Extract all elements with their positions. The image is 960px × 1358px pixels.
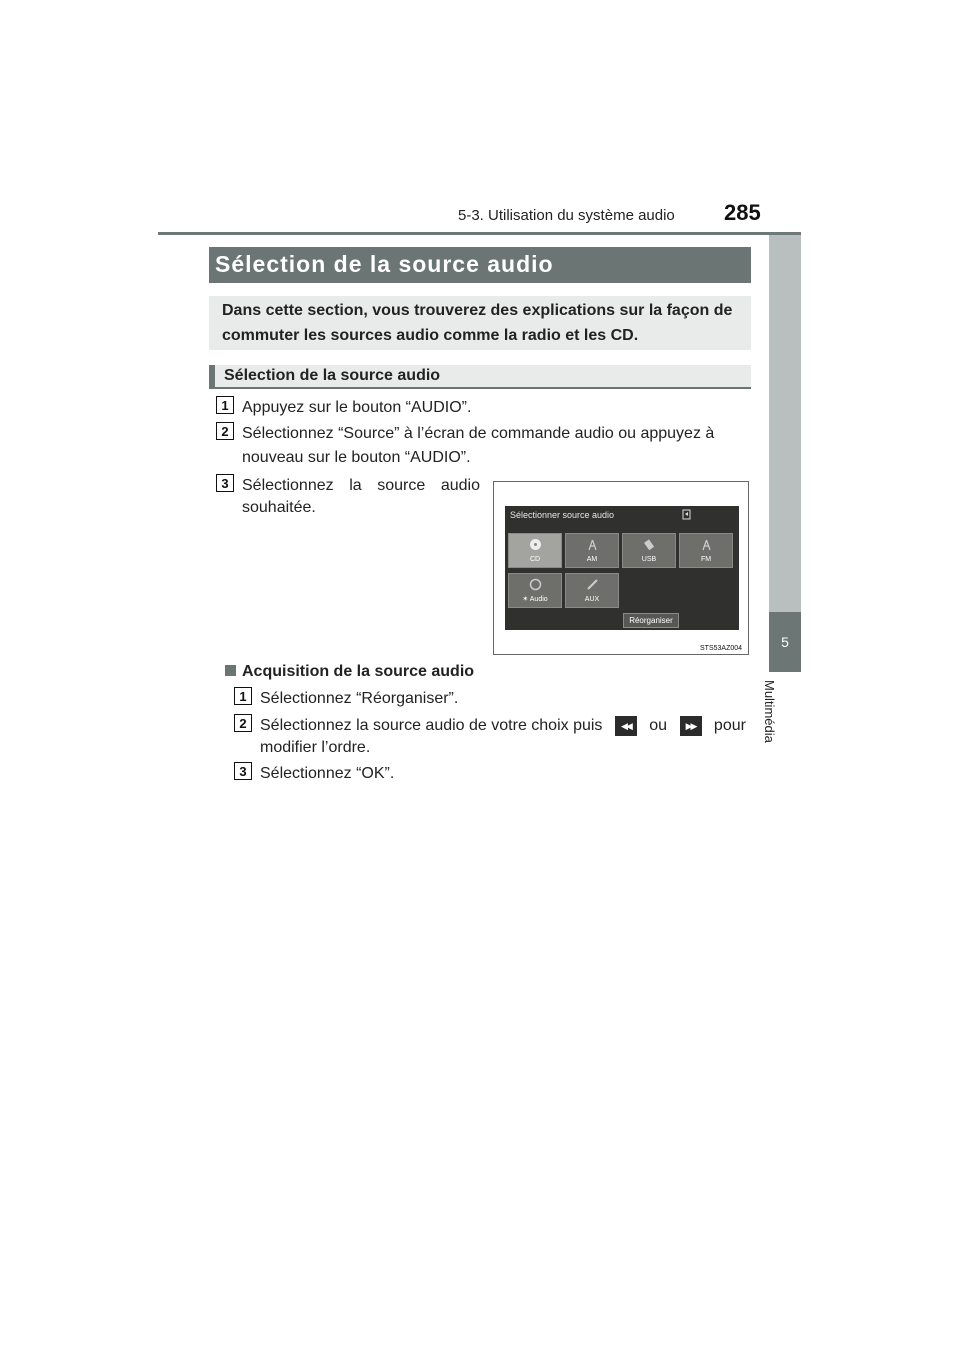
antenna-icon	[586, 538, 599, 551]
reorganize-button[interactable]: Réorganiser	[623, 613, 679, 628]
page-number: 285	[724, 200, 761, 225]
aux-cable-icon	[586, 578, 599, 591]
source-tile-aux[interactable]	[565, 573, 619, 608]
subheading: Sélection de la source audio	[224, 367, 441, 384]
square-bullet-icon	[225, 665, 236, 676]
tile-label: FM	[700, 556, 712, 563]
step-badge: 3	[216, 474, 234, 492]
step-badge: 1	[216, 396, 234, 414]
source-tile-usb[interactable]	[622, 533, 676, 568]
intro-text: Dans cette section, vous trouverez des explications sur la façon de commuter les sources audio comme la radio et les CD.	[222, 302, 733, 344]
tile-label-text: Audio	[529, 596, 548, 603]
step-text: Sélectionnez “Réorganiser”.	[260, 690, 459, 707]
step-text-cont: nouveau sur le bouton “AUDIO”.	[242, 449, 471, 466]
step-text: Sélectionnez “OK”.	[260, 765, 395, 782]
antenna-icon	[700, 538, 713, 551]
source-tile-bt-audio[interactable]	[508, 573, 562, 608]
back-icon[interactable]	[682, 509, 692, 520]
rewind-button-icon: ◀◀	[615, 716, 637, 736]
source-tile-fm[interactable]	[679, 533, 733, 568]
step-text-cont: modifier l’ordre.	[260, 739, 371, 756]
tile-label: USB	[641, 556, 657, 563]
intro-box	[209, 296, 751, 350]
section-title: Sélection de la source audio	[215, 251, 554, 277]
acquisition-heading	[225, 660, 474, 683]
disc-icon	[529, 538, 542, 551]
bluetooth-icon: ✶	[522, 596, 530, 603]
chapter-number-tab: 5	[769, 612, 801, 672]
subheading-bar	[209, 365, 751, 389]
tile-label: CD	[529, 556, 541, 563]
audio-source-screen	[505, 506, 739, 630]
step-text: Appuyez sur le bouton “AUDIO”.	[242, 399, 472, 416]
tile-label: AUX	[584, 596, 600, 603]
chapter-label-text: Multimédia	[762, 680, 777, 743]
source-tile-am[interactable]	[565, 533, 619, 568]
chapter-label	[762, 680, 796, 760]
step-badge: 2	[216, 422, 234, 440]
step-text-row	[260, 714, 746, 737]
step-text-after: pour	[713, 717, 746, 734]
usb-icon	[643, 538, 656, 551]
header-rule	[158, 232, 801, 235]
chapter-side-bar	[769, 235, 801, 612]
header-section-title: 5-3. Utilisation du système audio	[458, 207, 675, 224]
step-text-cont: souhaitée.	[242, 499, 316, 516]
step-text: Sélectionnez la source audio	[242, 477, 480, 494]
tile-label	[508, 595, 562, 603]
bluetooth-icon	[529, 578, 542, 591]
step-badge: 1	[234, 687, 252, 705]
step-badge: 3	[234, 762, 252, 780]
screen-title: Sélectionner source audio	[510, 510, 615, 520]
step-text-or: ou	[649, 717, 668, 734]
tile-label: AM	[586, 556, 598, 563]
fast-forward-button-icon: ▶▶	[680, 716, 702, 736]
step-text: Sélectionnez la source audio de votre choix puis	[260, 717, 603, 734]
section-title-band	[209, 247, 751, 283]
step-text: Sélectionnez “Source” à l’écran de commande audio ou appuyez à	[242, 425, 715, 442]
acquisition-heading-text: Acquisition de la source audio	[242, 663, 475, 680]
step-badge: 2	[234, 714, 252, 732]
source-tile-cd[interactable]	[508, 533, 562, 568]
image-code: STS53AZ004	[700, 645, 743, 652]
